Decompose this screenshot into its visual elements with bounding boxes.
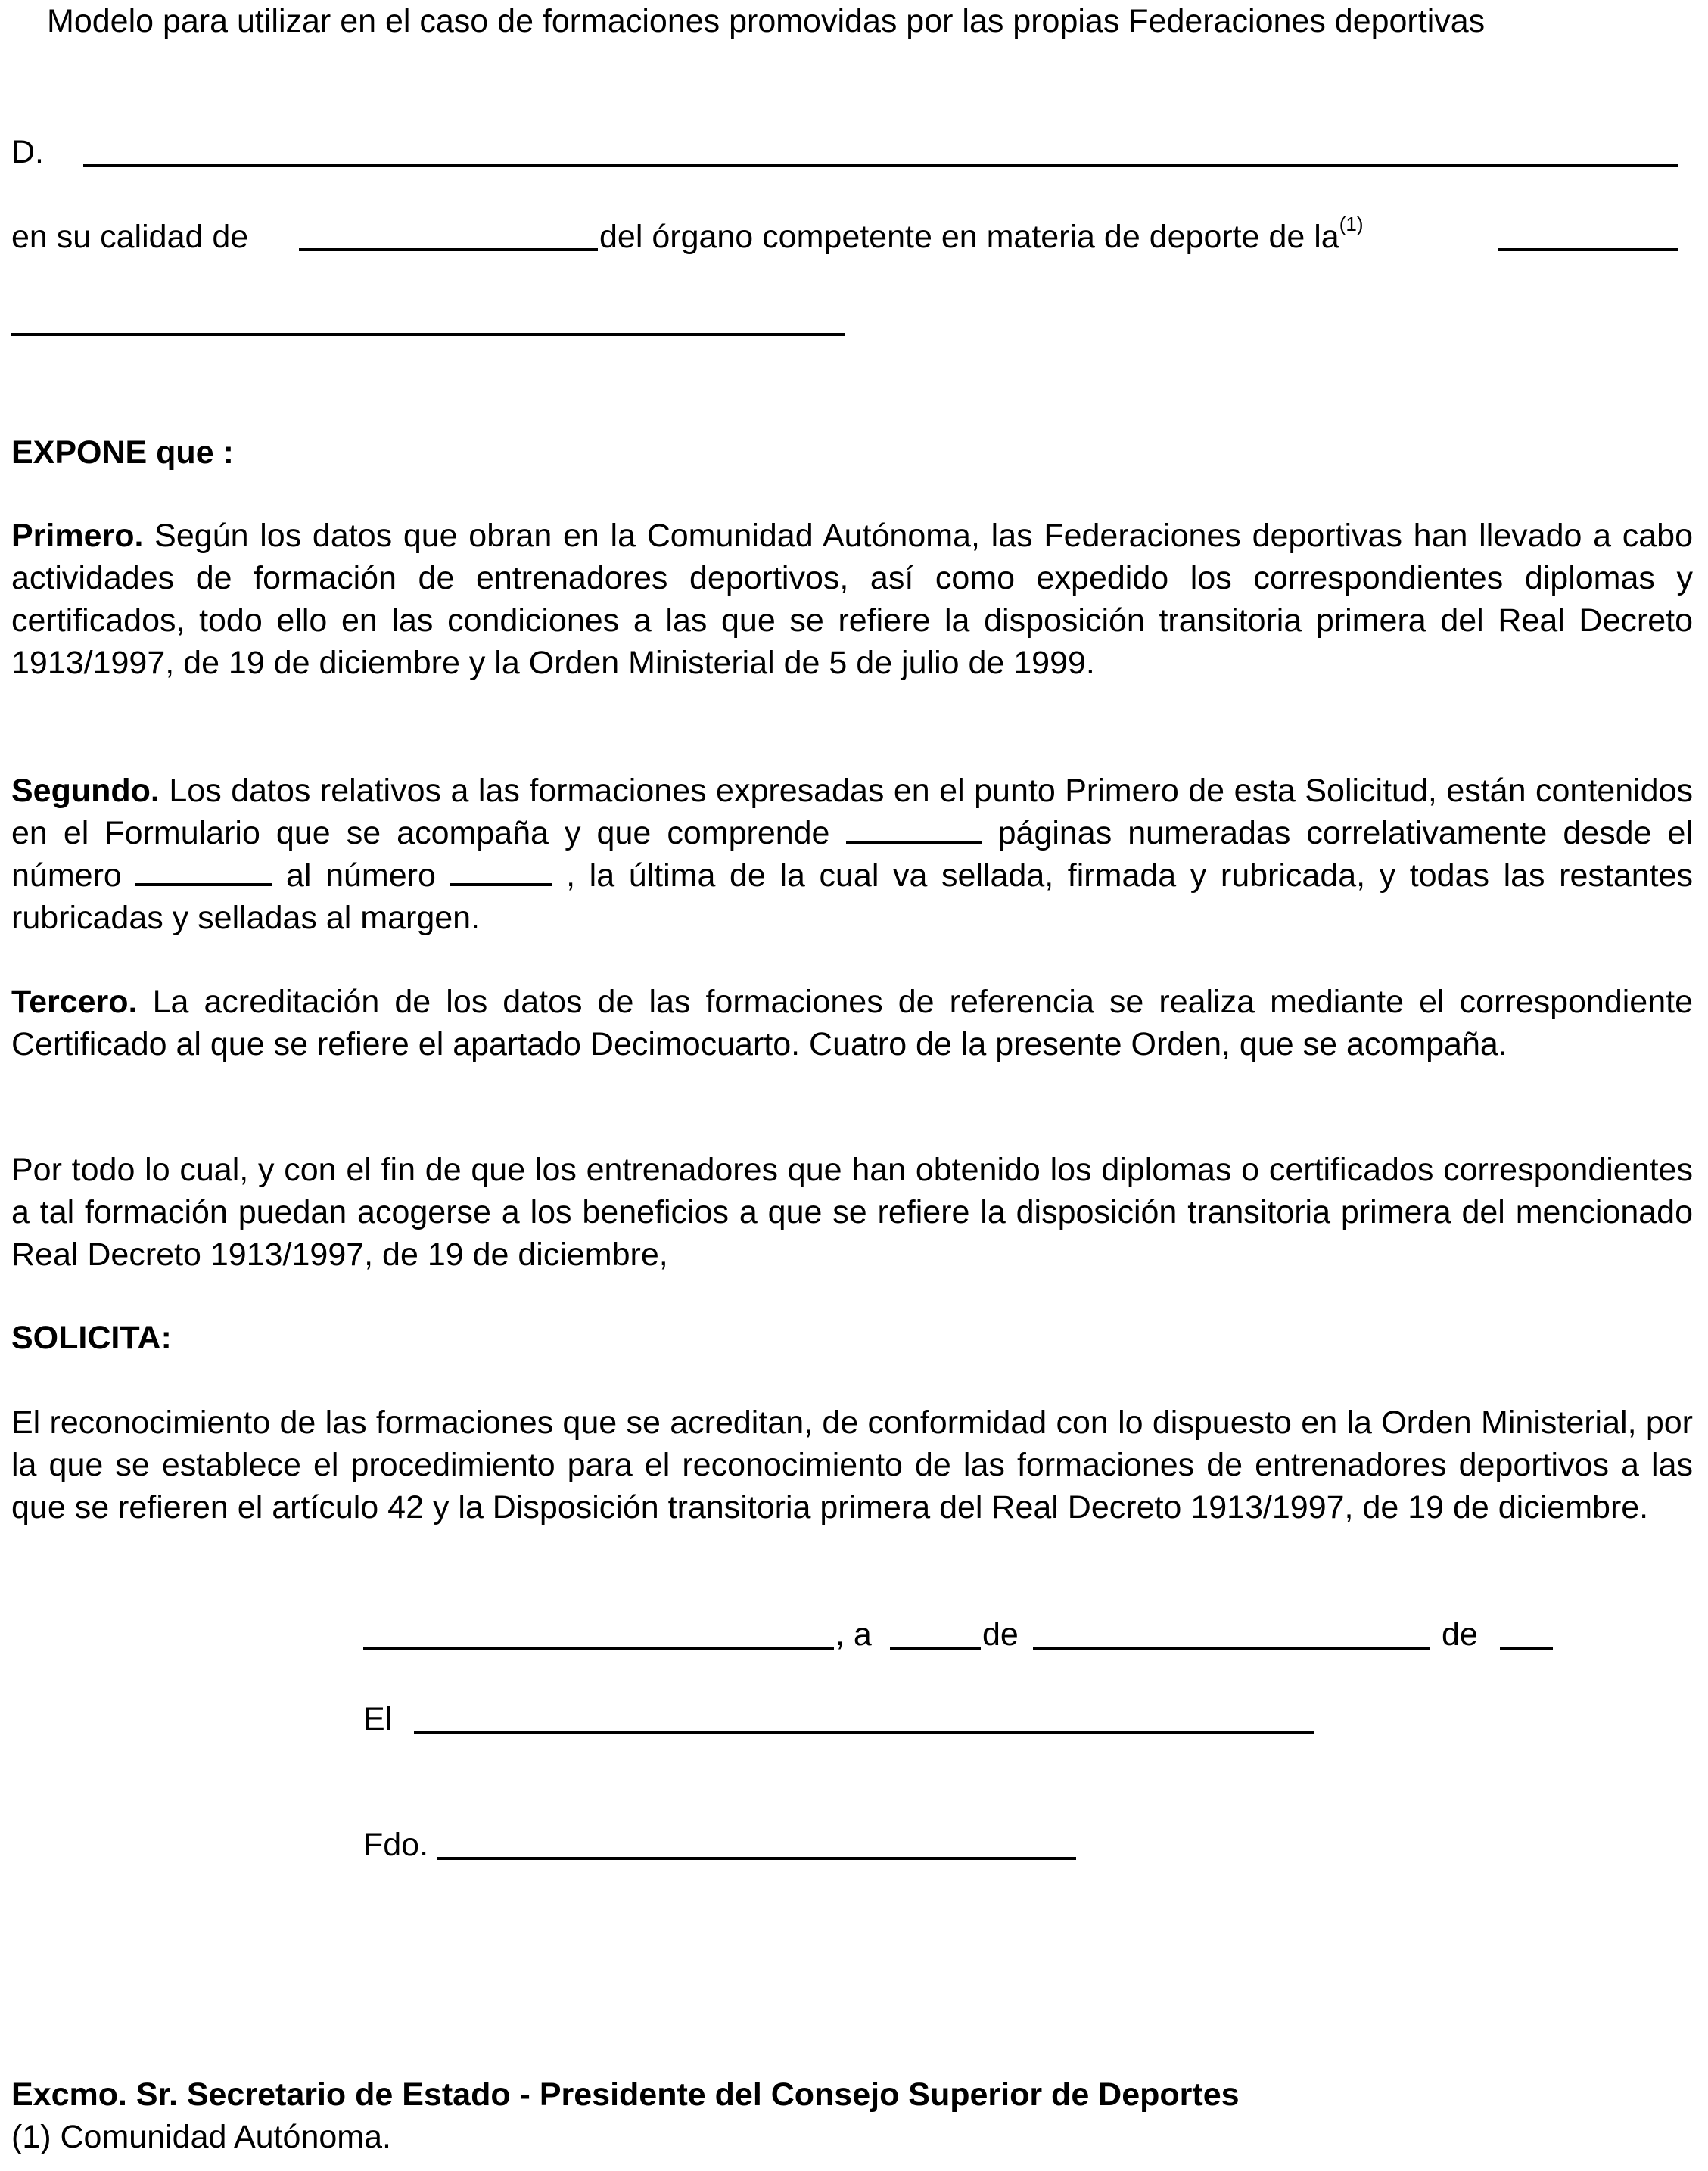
solicita-paragraph: El reconocimiento de las formaciones que se acreditan, de conformidad con lo dispuesto en la Orden Ministerial, por la que se establece el procedimiento para el reconocimiento de las formaciones de entrenadores deportivos a las que se refieren el artículo 42 y la Disposición transitoria primera del Real Decreto 1913/1997, de 19 de diciembre.: [11, 1404, 1693, 1526]
calidad-middle-text: del órgano competente en materia de deporte de la: [599, 219, 1339, 255]
tercero-label: Tercero.: [11, 984, 138, 1020]
primero-paragraph: [11, 515, 1693, 684]
page-title: Modelo para utilizar en el caso de formaciones promovidas por las propias Federaciones deportivas: [47, 3, 1486, 39]
expone-heading: EXPONE que :: [11, 434, 234, 471]
segundo-paragraph: [11, 770, 1693, 939]
year-field[interactable]: [1500, 1647, 1553, 1650]
position-field[interactable]: [299, 248, 598, 251]
solicita-heading: SOLICITA:: [11, 1320, 172, 1356]
to-page-field[interactable]: [450, 854, 552, 886]
calidad-prefix: en su calidad de: [11, 219, 249, 255]
tercero-text: La acreditación de los datos de las formaciones de referencia se realiza mediante el correspondiente Certificado al que se refiere el apartado Decimocuarto. Cuatro de la presente Orden, que se acompaña.: [11, 984, 1693, 1062]
por-todo-paragraph: Por todo lo cual, y con el fin de que los entrenadores que han obtenido los diplomas o certificados correspondientes a tal formación puedan acogerse a los beneficios a que se refiere la disposición transitoria primera del mencionado Real Decreto 1913/1997, de 19 de diciembre,: [11, 1152, 1693, 1273]
pages-count-field[interactable]: [846, 812, 982, 844]
d-label: D.: [11, 134, 44, 170]
el-field[interactable]: [414, 1731, 1314, 1734]
date-de-2: de: [1442, 1616, 1478, 1653]
primero-label: Primero.: [11, 518, 144, 554]
segundo-text-4: , la última de la cual va sellada, firmada y rubricada, y todas las restantes rubricadas y selladas al margen.: [11, 857, 1694, 936]
month-field[interactable]: [1033, 1647, 1430, 1650]
place-field[interactable]: [363, 1647, 834, 1650]
segundo-text-1: Los datos relativos a las formaciones expresadas en el punto Primero de esta Solicitud, están contenidos en el Formulario que se acompaña y que comprende: [11, 773, 1693, 851]
name-field[interactable]: [83, 164, 1678, 167]
fdo-label: Fdo.: [363, 1827, 429, 1863]
footnote-ref: (1): [1339, 213, 1364, 235]
date-de-1: de: [982, 1616, 1019, 1653]
el-label: El: [363, 1701, 393, 1737]
segundo-label: Segundo.: [11, 773, 160, 809]
date-comma-a: , a: [835, 1616, 872, 1653]
addressee: Excmo. Sr. Secretario de Estado - Presidente del Consejo Superior de Deportes: [11, 2076, 1240, 2113]
day-field[interactable]: [890, 1647, 981, 1650]
signature-field[interactable]: [437, 1857, 1076, 1860]
from-page-field[interactable]: [135, 854, 272, 886]
tercero-paragraph: [11, 981, 1693, 1065]
community-field-continued[interactable]: [11, 333, 845, 336]
calidad-middle: [599, 213, 1364, 258]
community-field[interactable]: [1498, 248, 1678, 251]
segundo-text-2: páginas numeradas correlativamente desde el número: [11, 815, 1693, 894]
segundo-text-3: al número: [286, 857, 436, 894]
footnote: (1) Comunidad Autónoma.: [11, 2119, 391, 2155]
primero-text: Según los datos que obran en la Comunidad Autónoma, las Federaciones deportivas han llevado a cabo actividades de formación de entrenadores deportivos, así como expedido los correspondientes diplomas y certificados, todo ello en las condiciones a las que se refiere la disposición transitoria primera del Real Decreto 1913/1997, de 19 de diciembre y la Orden Ministerial de 5 de julio de 1999.: [11, 518, 1693, 681]
